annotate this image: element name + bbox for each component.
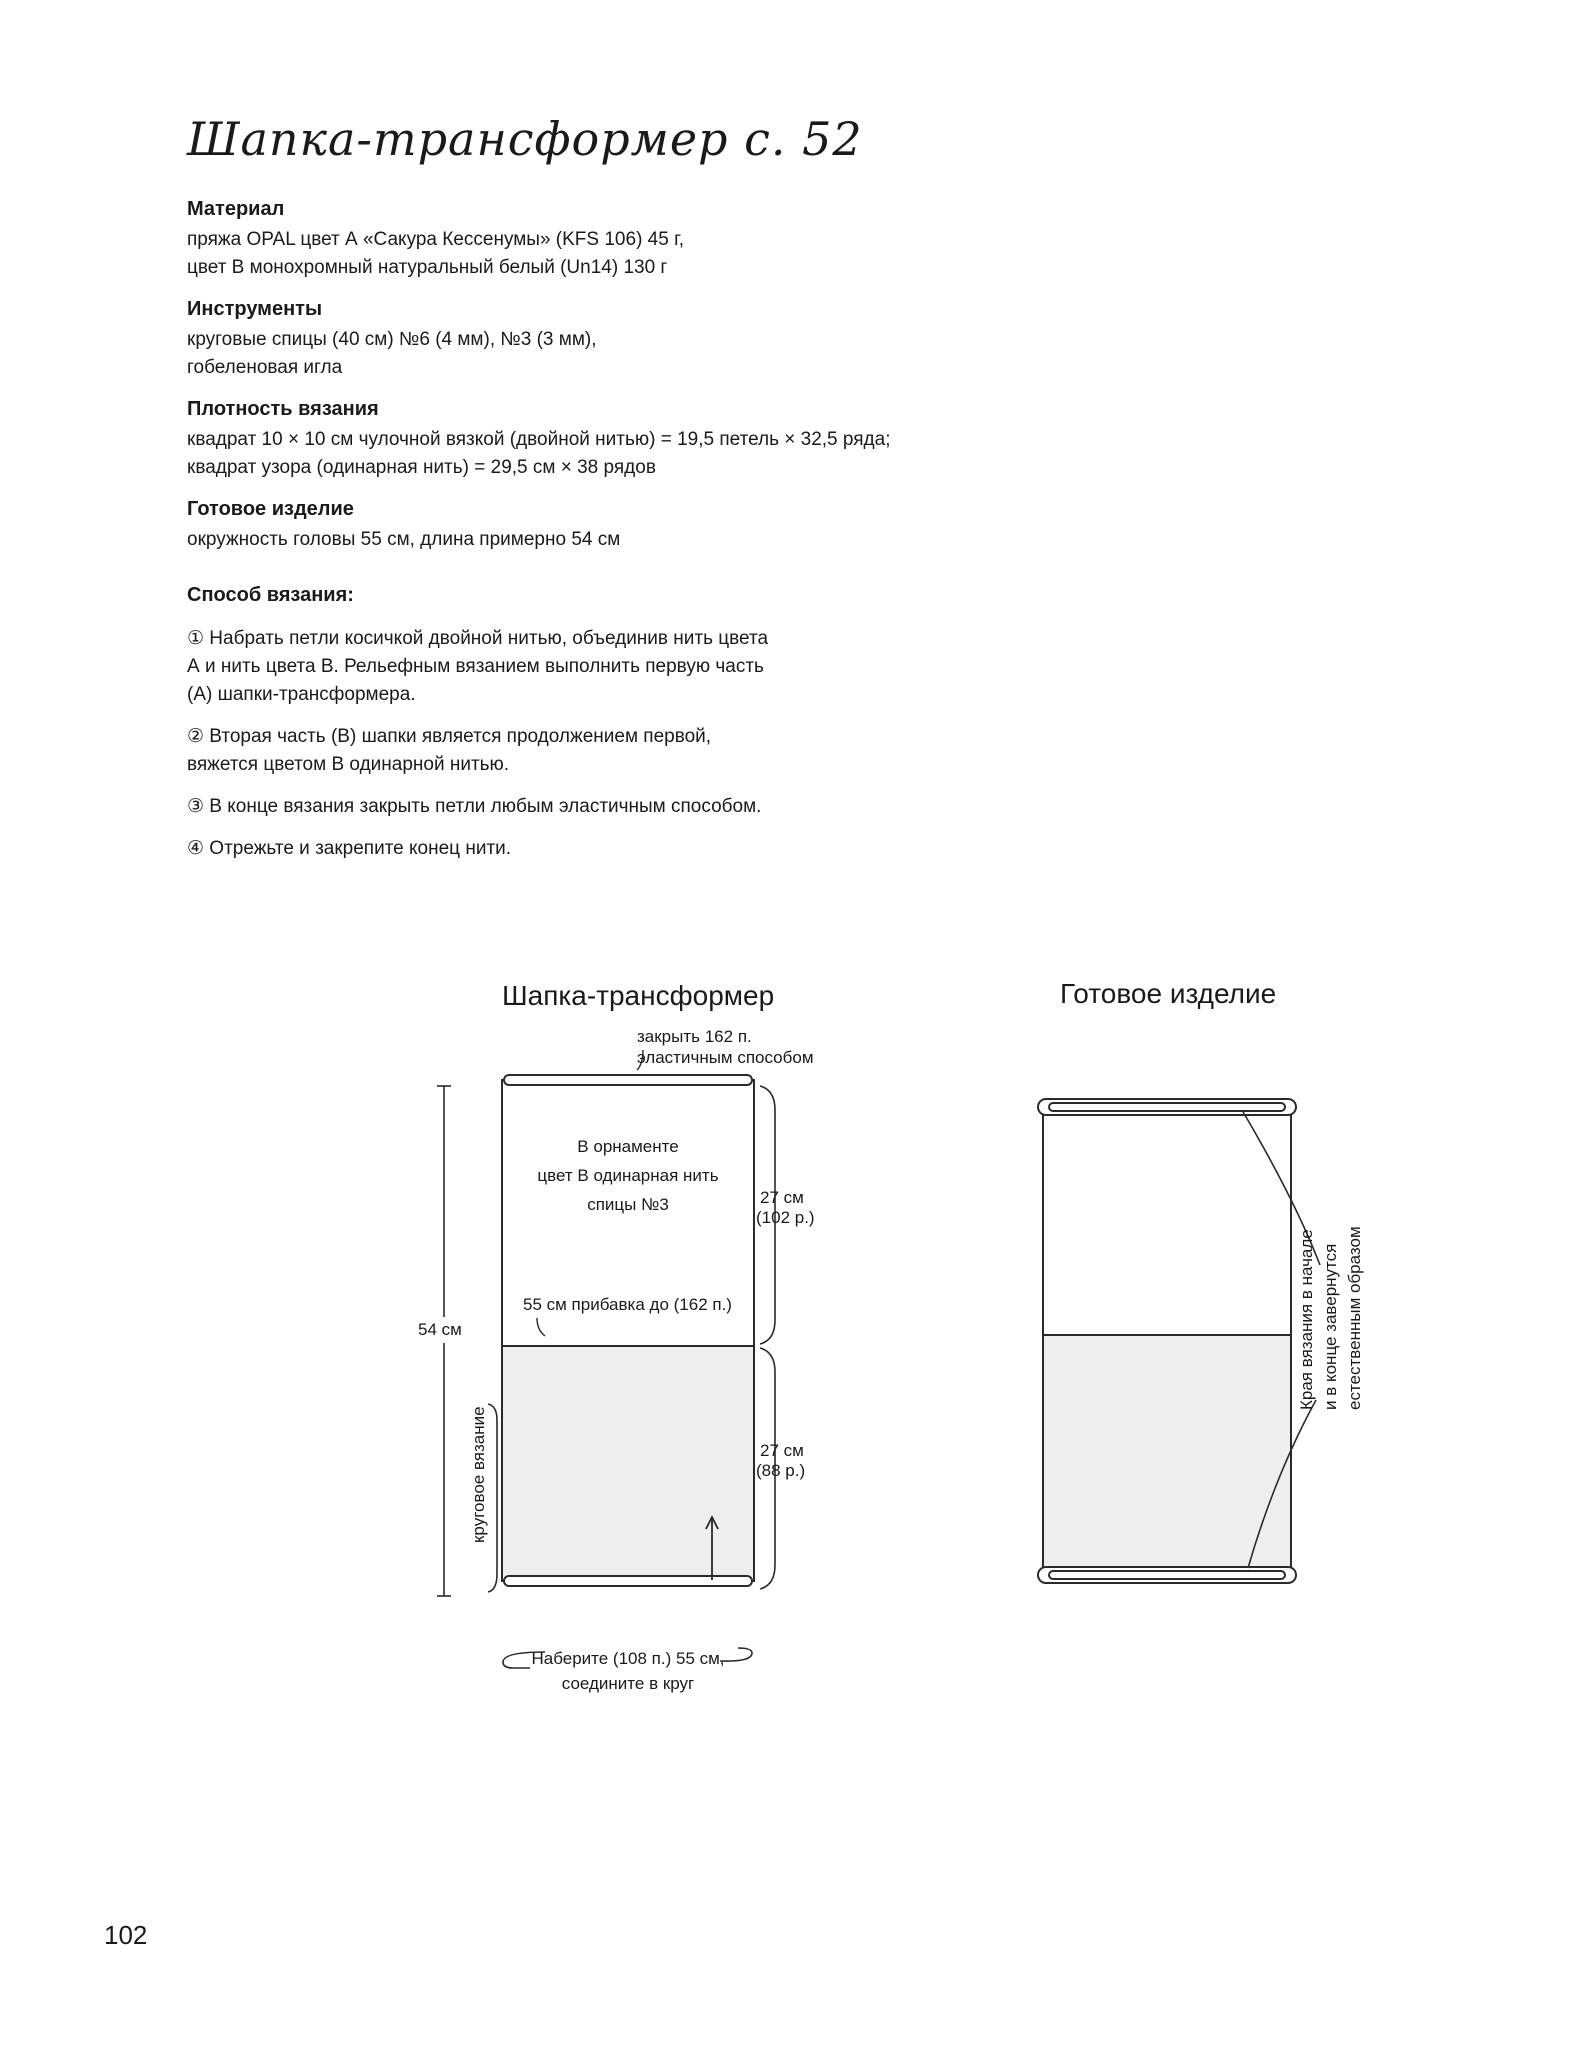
ornament-label: цвет В одинарная нить [537,1166,719,1185]
material-heading: Материал [187,198,285,220]
method-step: ③ В конце вязания закрыть петли любым эластичным способом. [187,796,762,817]
lower-length-label: 27 см [760,1441,804,1460]
right-diagram-title: Готовое изделие [1060,978,1277,1009]
density-heading: Плотность вязания [187,398,379,420]
method-step: ② Вторая часть (В) шапки является продолжением первой, вяжется цветом В одинарной нитью. [187,726,712,775]
increase-label: 55 см прибавка до (162 п.) [523,1295,732,1314]
method-step: ① Набрать петли косичкой двойной нитью, объединив нить цвета А и нить цвета В. Рельефным вязанием выполнить первую часть (А) шапки-трансформера. [187,628,769,705]
upper-length-label: 27 см [760,1188,804,1207]
finished-bottom-roll [1038,1567,1296,1583]
method-heading: Способ вязания: [187,584,354,606]
tools-line: круговые спицы (40 см) №6 (4 мм), №3 (3 мм), [187,329,597,350]
material-line: пряжа OPAL цвет А «Сакура Кессенумы» (KFS 106) 45 г, [187,229,684,250]
cast-on-label: Наберите (108 п.) 55 см, [531,1649,725,1668]
density-line: квадрат 10 × 10 см чулочной вязкой (двойной нитью) = 19,5 петель × 32,5 ряда; [187,429,891,450]
density-line: квадрат узора (одинарная нить) = 29,5 см × 38 рядов [187,457,656,478]
close-label: закрыть 162 п. [637,1027,752,1046]
top-roll [504,1075,752,1085]
ornament-label: В орнаменте [577,1137,679,1156]
left-diagram-title: Шапка-трансформер [502,980,775,1011]
bottom-roll [504,1576,752,1586]
finished-line: окружность головы 55 см, длина примерно 54 см [187,529,621,550]
material-line: цвет В монохромный натуральный белый (Un14) 130 г [187,257,668,278]
edge-note-label: Края вязания в начале [1297,1229,1316,1410]
finished-hat-schematic [1038,1099,1320,1583]
close-label: эластичным способом [637,1048,814,1067]
edge-note-label: естественным образом [1345,1226,1364,1410]
page-number: 102 [104,1920,148,1950]
cast-on-label: соедините в круг [561,1674,695,1693]
circular-knitting-label: круговое вязание [469,1406,488,1543]
lower-rows-label: (88 р.) [756,1461,806,1480]
finished-shading [1043,1335,1291,1575]
method-step: ④ Отрежьте и закрепите конец нити. [187,838,512,859]
upper-rows-label: (102 р.) [756,1208,815,1227]
part-a-shading [502,1346,754,1581]
circular-brace [488,1404,497,1592]
tools-heading: Инструменты [187,298,323,320]
finished-top-roll [1038,1099,1296,1115]
edge-note-label: и в конце завернутся [1321,1243,1340,1410]
finished-heading: Готовое изделие [187,498,354,520]
tools-line: гобеленовая игла [187,357,343,378]
page-title: Шапка-трансформер с. 52 [187,112,863,166]
ornament-label: спицы №3 [587,1195,669,1214]
total-length-label: 54 см [418,1317,462,1343]
